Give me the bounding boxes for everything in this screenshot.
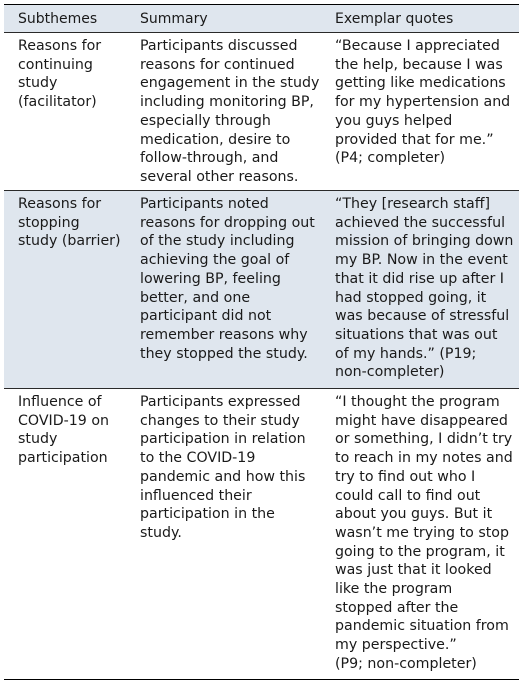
header-exemplar-quotes: Exemplar quotes [335, 10, 454, 27]
quote-cell-line: “Because I appreciated [335, 38, 500, 54]
quote-cell-line: (P9; non-completer) [335, 655, 477, 672]
table-row [4, 33, 519, 191]
summary-cell-line: participation in relation [140, 431, 306, 448]
quote-cell-line: try to find out who I [335, 468, 476, 485]
table-row [4, 191, 519, 389]
quote-cell-line: non-completer) [335, 364, 445, 381]
summary-cell-line: follow-through, and [140, 150, 279, 167]
quote-cell-line: the help, because I was [335, 56, 503, 73]
summary-cell-line: participation in the [140, 506, 275, 523]
subtheme-cell-line: (facilitator) [18, 94, 97, 111]
summary-cell-line: remember reasons why [140, 326, 308, 343]
summary-cell-line: reasons for dropping out [140, 214, 315, 231]
subtheme-cell-line: study [18, 75, 58, 92]
quote-cell-line: getting like medications [335, 75, 506, 92]
summary-cell-line: engagement in the study [140, 75, 320, 92]
quote-cell-line: had stopped going, it [335, 289, 487, 306]
table-row [4, 389, 519, 679]
quote-cell-line: provided that for me.” [335, 131, 494, 148]
quote-cell-line: for my hypertension and [335, 94, 511, 111]
subtheme-cell-line: study [18, 431, 58, 448]
quote-cell-line: or something, I didn’t try [335, 431, 513, 448]
header-subthemes: Subthemes [18, 10, 98, 27]
summary-cell-line: medication, desire to [140, 131, 291, 148]
summary-cell-line: Participants expressed [140, 394, 301, 410]
summary-cell-line: including monitoring BP, [140, 94, 314, 111]
quote-cell-line: was because of stressful [335, 308, 510, 325]
quote-cell-line: you guys helped [335, 112, 453, 129]
summary-cell-line: of the study including [140, 233, 295, 250]
quote-cell-line: mission of bringing down [335, 233, 514, 250]
subtheme-cell [4, 37, 127, 112]
summary-cell-line: several other reasons. [140, 168, 299, 185]
quote-cell-line: about you guys. But it [335, 506, 493, 523]
summary-cell-line: better, and one [140, 289, 251, 306]
subtheme-cell-line: COVID-19 on [18, 412, 109, 429]
subtheme-cell [4, 195, 127, 251]
quote-cell-line: stopped after the [335, 599, 459, 616]
summary-cell-line: Participants discussed [140, 38, 298, 54]
quote-cell-line: like the program [335, 581, 453, 598]
quote-cell-line: could call to find out [335, 487, 481, 504]
summary-cell [127, 195, 321, 363]
summary-cell-line: lowering BP, feeling [140, 270, 281, 287]
summary-cell-line: study. [140, 524, 182, 541]
quote-cell-line: that it did rise up after I [335, 270, 504, 287]
quote-cell-line: situations that was out [335, 326, 498, 343]
summary-cell-line: pandemic and how this [140, 468, 306, 485]
subthemes-table [4, 4, 519, 680]
subtheme-cell-line: study (barrier) [18, 233, 121, 250]
summary-cell-line: achieving the goal of [140, 252, 290, 269]
quote-cell [321, 195, 519, 382]
summary-cell-line: they stopped the study. [140, 345, 308, 362]
quote-cell-line: of my hands.” (P19; [335, 345, 477, 362]
subtheme-cell-line: stopping [18, 214, 80, 231]
summary-cell-line: to the COVID-19 [140, 450, 256, 467]
quote-cell [321, 37, 519, 168]
summary-cell [127, 37, 321, 187]
summary-cell-line: participant did not [140, 308, 272, 325]
quote-cell-line: “They [research staff] [335, 196, 491, 212]
summary-cell-line: changes to their study [140, 412, 300, 429]
quote-cell-line: my BP. Now in the event [335, 252, 508, 269]
subtheme-cell-line: participation [18, 450, 108, 467]
header-summary: Summary [140, 10, 208, 27]
summary-cell-line: reasons for continued [140, 56, 295, 73]
summary-cell [127, 393, 321, 543]
quote-cell-line: to reach in my notes and [335, 450, 513, 467]
summary-cell-line: influenced their [140, 487, 252, 504]
subtheme-cell [4, 393, 127, 468]
quote-cell-line: going to the program, it [335, 543, 505, 560]
quote-cell-line: (P4; completer) [335, 150, 446, 167]
quote-cell-line: wasn’t me trying to stop [335, 524, 509, 541]
quote-cell-line: pandemic situation from [335, 618, 509, 635]
quote-cell-line: my perspective.” [335, 637, 457, 654]
summary-cell-line: Participants noted [140, 196, 269, 212]
quote-cell-line: was just that it looked [335, 562, 492, 579]
quote-cell-line: might have disappeared [335, 412, 508, 429]
subtheme-cell-line: Reasons for [18, 196, 102, 212]
subtheme-cell-line: continuing [18, 56, 93, 73]
table-header-row [4, 5, 519, 33]
subtheme-cell-line: Reasons for [18, 38, 102, 54]
summary-cell-line: especially through [140, 112, 271, 129]
quote-cell-line: achieved the successful [335, 214, 506, 231]
quote-cell-line: “I thought the program [335, 394, 500, 410]
quote-cell [321, 393, 519, 674]
subtheme-cell-line: Influence of [18, 394, 102, 410]
